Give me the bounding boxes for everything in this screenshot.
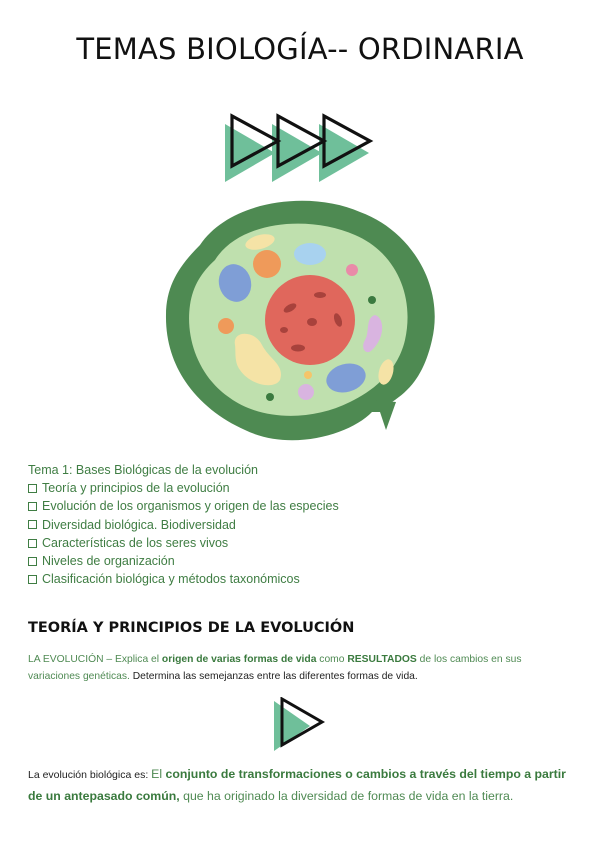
checkbox-icon (28, 484, 37, 493)
evolution-definition-paragraph: LA EVOLUCIÓN – Explica el origen de varias formas de vida como RESULTADOS de los cambios en sus variaciones genéticas. Determina las semejanzas entre las diferentes formas de vida. (28, 654, 522, 682)
checkbox-icon (28, 520, 37, 529)
topic-item: Teoría y principios de la evolución (28, 479, 568, 497)
topic-item: Diversidad biológica. Biodiversidad (28, 516, 568, 534)
checkbox-icon (28, 539, 37, 548)
page-title: TEMAS BIOLOGÍA-- ORDINARIA (76, 32, 524, 66)
topic-list (28, 461, 568, 589)
topic-item: Características de los seres vivos (28, 534, 568, 552)
checkbox-icon (28, 502, 37, 511)
checkbox-icon (28, 557, 37, 566)
cell-illustration (160, 190, 440, 450)
arrow-icon (270, 697, 330, 753)
topic-item: Clasificación biológica y métodos taxonómicos (28, 570, 568, 588)
triple-arrow-icon (220, 112, 380, 190)
topic-item: Niveles de organización (28, 552, 568, 570)
checkbox-icon (28, 575, 37, 584)
evolution-biology-paragraph: La evolución biológica es: El conjunto de transformaciones o cambios a través del tiempo a partir de un antepasado común, que ha originado la diversidad de formas de vida en la tierra. (28, 767, 566, 803)
topic-title: Tema 1: Bases Biológicas de la evolución (28, 463, 258, 477)
topic-item: Evolución de los organismos y origen de las especies (28, 497, 568, 515)
section-heading: TEORÍA Y PRINCIPIOS DE LA EVOLUCIÓN (28, 620, 355, 636)
